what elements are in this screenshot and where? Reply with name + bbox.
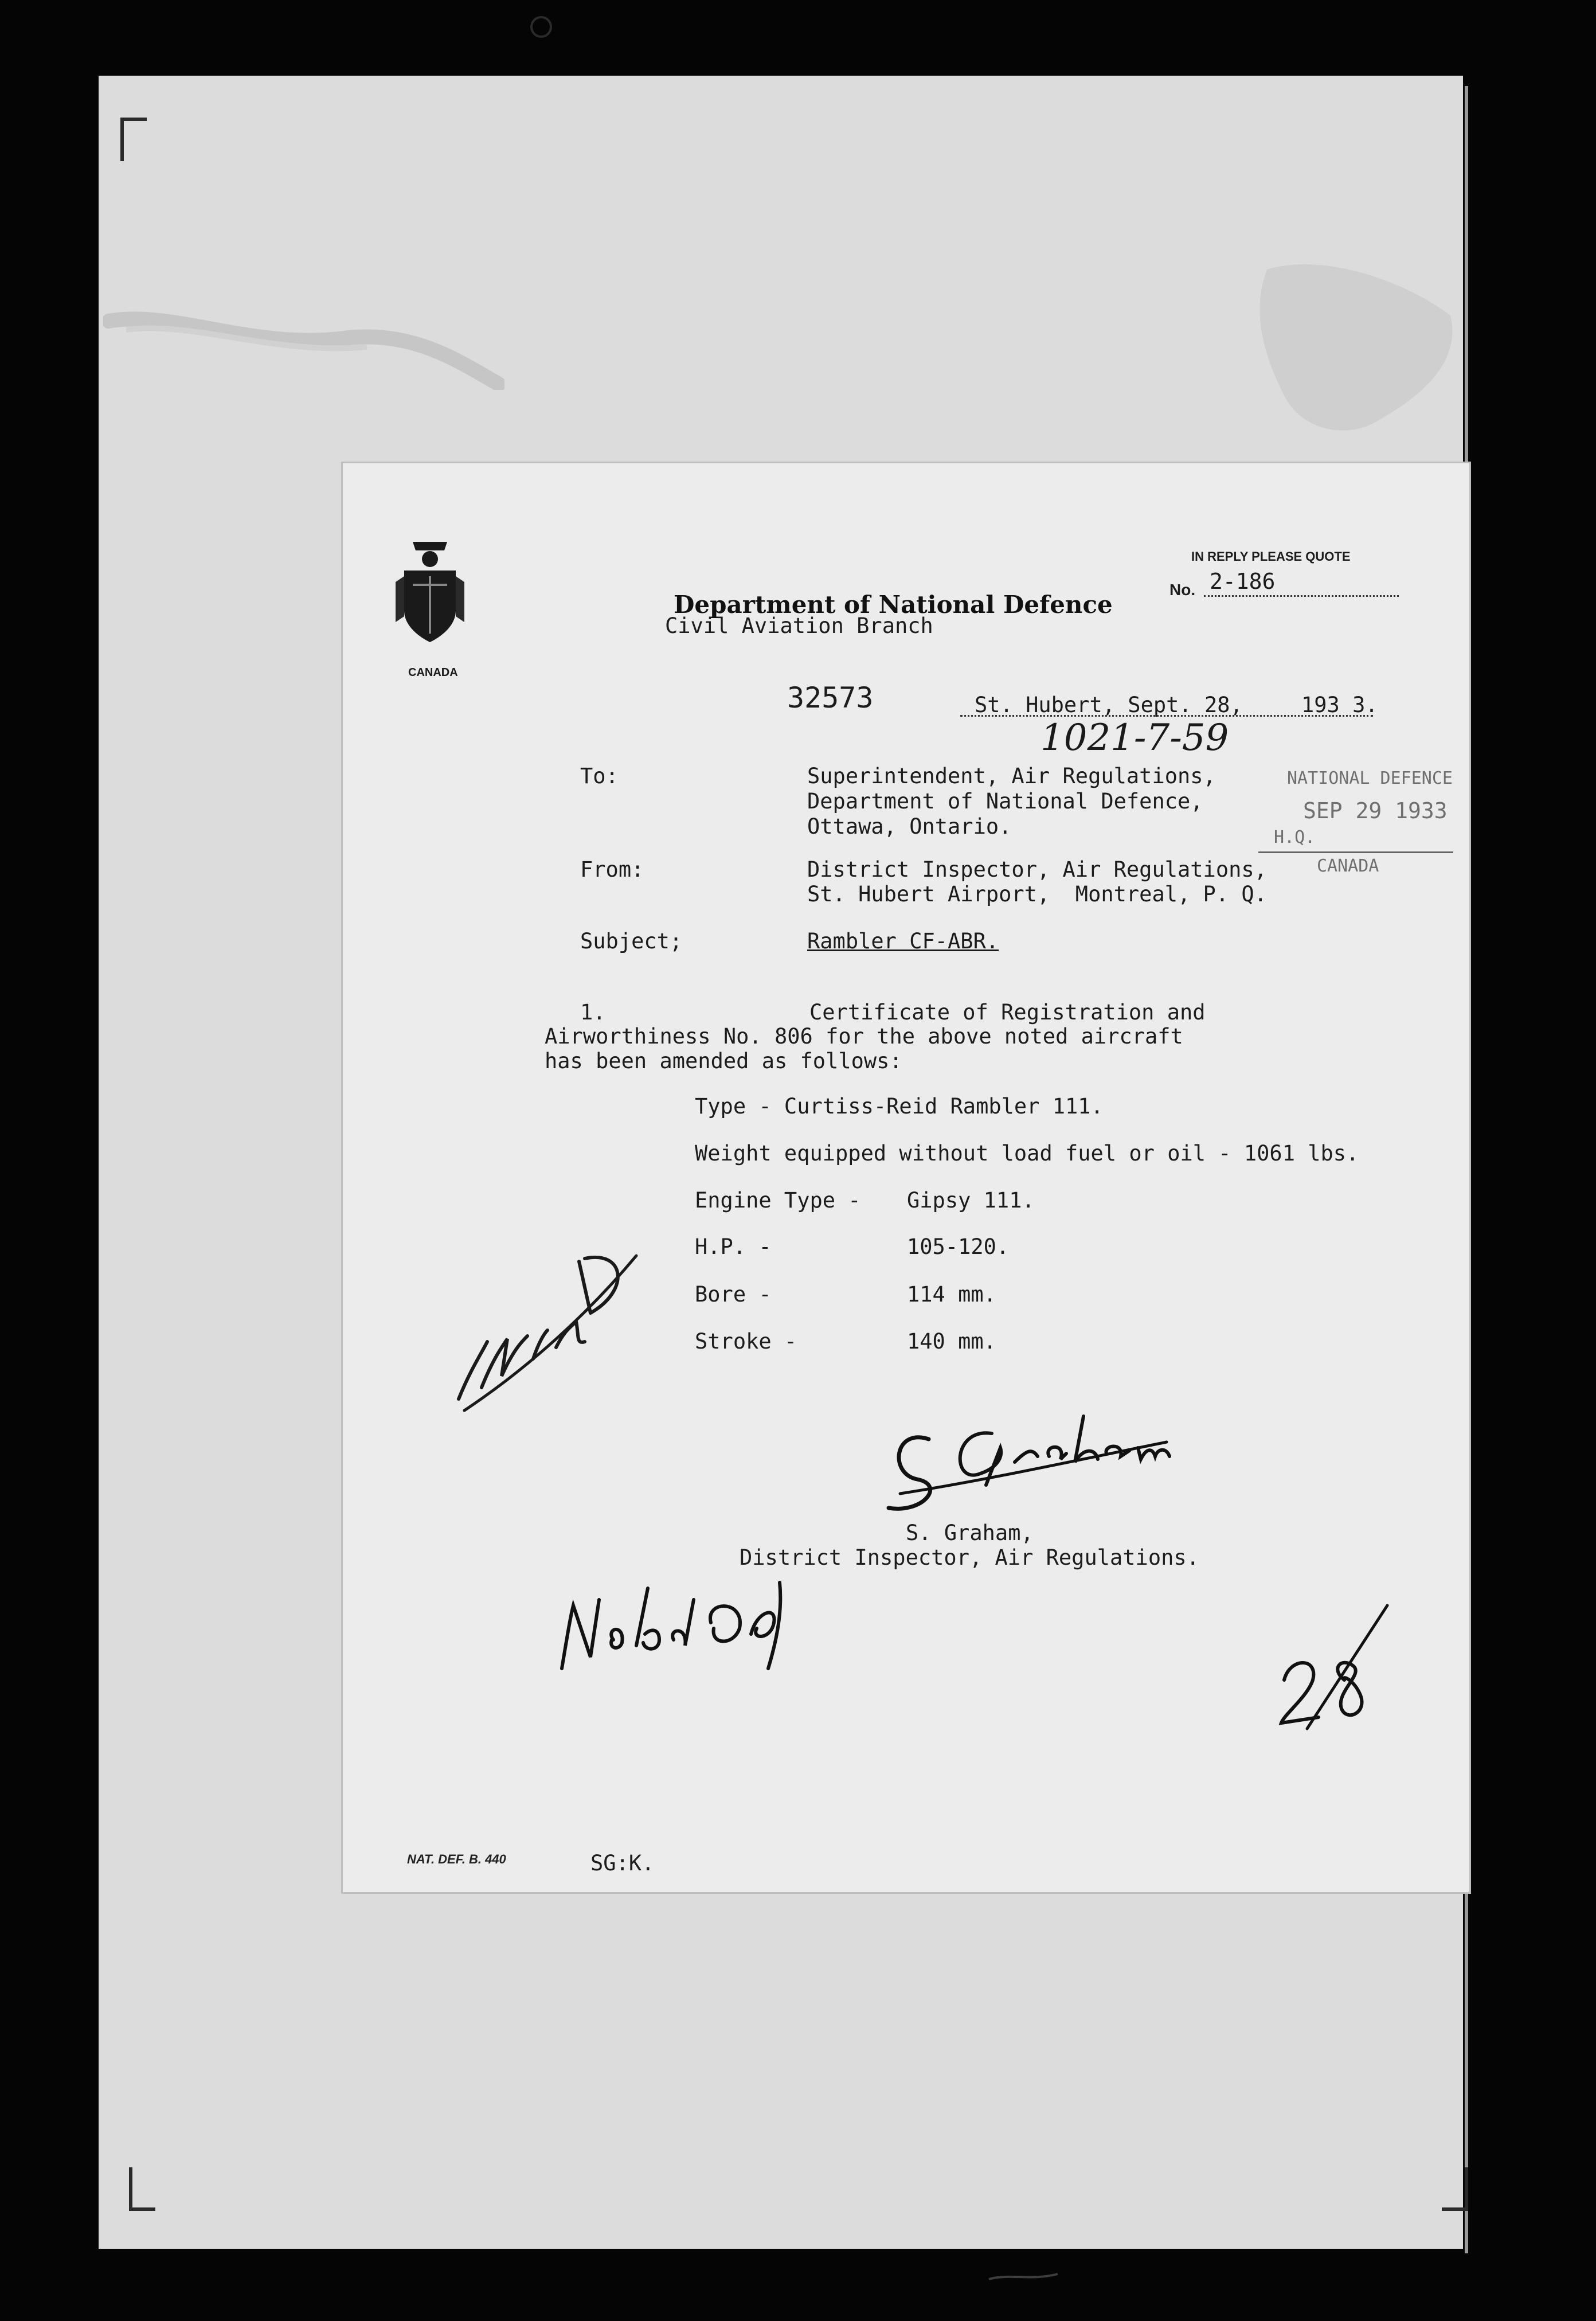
spec-hp-value: 105-120. xyxy=(907,1234,1010,1259)
film-hole-mark xyxy=(530,16,552,38)
from-label: From: xyxy=(580,857,644,882)
spec-weight: Weight equipped without load fuel or oil - 1061 lbs. xyxy=(695,1141,1359,1166)
crop-corner-top-left xyxy=(120,118,147,161)
spec-type: Type - Curtiss-Reid Rambler 111. xyxy=(695,1094,1104,1119)
signatory-name: S. Graham, xyxy=(906,1521,1034,1545)
form-number: NAT. DEF. B. 440 xyxy=(407,1852,506,1866)
paragraph-line: has been amended as follows: xyxy=(545,1049,902,1073)
to-line: Ottawa, Ontario. xyxy=(807,814,1012,839)
spec-stroke-label: Stroke - xyxy=(695,1329,797,1354)
to-label: To: xyxy=(580,764,619,788)
crop-corner-bottom-left xyxy=(129,2167,155,2211)
handwritten-folio-28 xyxy=(1273,1594,1399,1732)
received-stamp-date: SEP 29 1933 xyxy=(1303,798,1448,823)
to-line: Superintendent, Air Regulations, xyxy=(807,764,1216,788)
spec-hp-label: H.P. - xyxy=(695,1234,772,1259)
year: 193 3. xyxy=(1301,693,1378,717)
branch-name: Civil Aviation Branch xyxy=(665,614,933,638)
paragraph-line: Certificate of Registration and xyxy=(809,1000,1206,1025)
received-stamp-rule xyxy=(1258,851,1453,853)
reference-number-line xyxy=(1204,595,1399,597)
spec-bore-label: Bore - xyxy=(695,1282,772,1307)
crest-label: CANADA xyxy=(408,666,458,679)
department-title: Department of National Defence xyxy=(674,591,1113,619)
subject-label: Subject; xyxy=(580,929,683,954)
received-stamp-line3: CANADA xyxy=(1317,856,1379,876)
paragraph-line: Airworthiness No. 806 for the above noted aircraft xyxy=(545,1024,1183,1049)
subject-value: Rambler CF-ABR. xyxy=(807,929,999,954)
spec-engine-value: Gipsy 111. xyxy=(907,1188,1035,1213)
bottom-scratch-mark xyxy=(986,2271,1061,2282)
from-line: St. Hubert Airport, Montreal, P. Q. xyxy=(807,882,1267,906)
file-number: 32573 xyxy=(787,681,874,714)
spec-bore-value: 114 mm. xyxy=(907,1282,996,1307)
spec-engine-label: Engine Type - xyxy=(695,1188,861,1213)
reference-number-label: No. xyxy=(1169,581,1196,599)
handwritten-noted-annotation xyxy=(550,1565,803,1680)
signatory-title: District Inspector, Air Regulations. xyxy=(740,1545,1199,1570)
reply-quote-label: IN REPLY PLEASE QUOTE xyxy=(1191,549,1351,564)
spec-stroke-value: 140 mm. xyxy=(907,1329,996,1354)
canada-crest-icon xyxy=(396,530,464,645)
signature-graham xyxy=(877,1393,1175,1519)
reference-number-value: 2-186 xyxy=(1210,569,1276,594)
place-date: St. Hubert, Sept. 28, xyxy=(975,693,1243,717)
crop-corner-bottom-right xyxy=(1442,2167,1468,2211)
paragraph-number: 1. xyxy=(580,1000,606,1025)
handwritten-min-annotation xyxy=(447,1227,642,1422)
tape-residue-left xyxy=(103,298,504,390)
received-stamp-line1: NATIONAL DEFENCE xyxy=(1287,768,1453,788)
handwritten-reference: 1021-7-59 xyxy=(1040,717,1229,759)
from-line: District Inspector, Air Regulations, xyxy=(807,857,1267,882)
to-line: Department of National Defence, xyxy=(807,789,1203,814)
tape-residue-right xyxy=(1233,247,1473,476)
received-stamp-line2: H.Q. xyxy=(1274,827,1316,847)
typist-initials: SG:K. xyxy=(590,1851,655,1875)
